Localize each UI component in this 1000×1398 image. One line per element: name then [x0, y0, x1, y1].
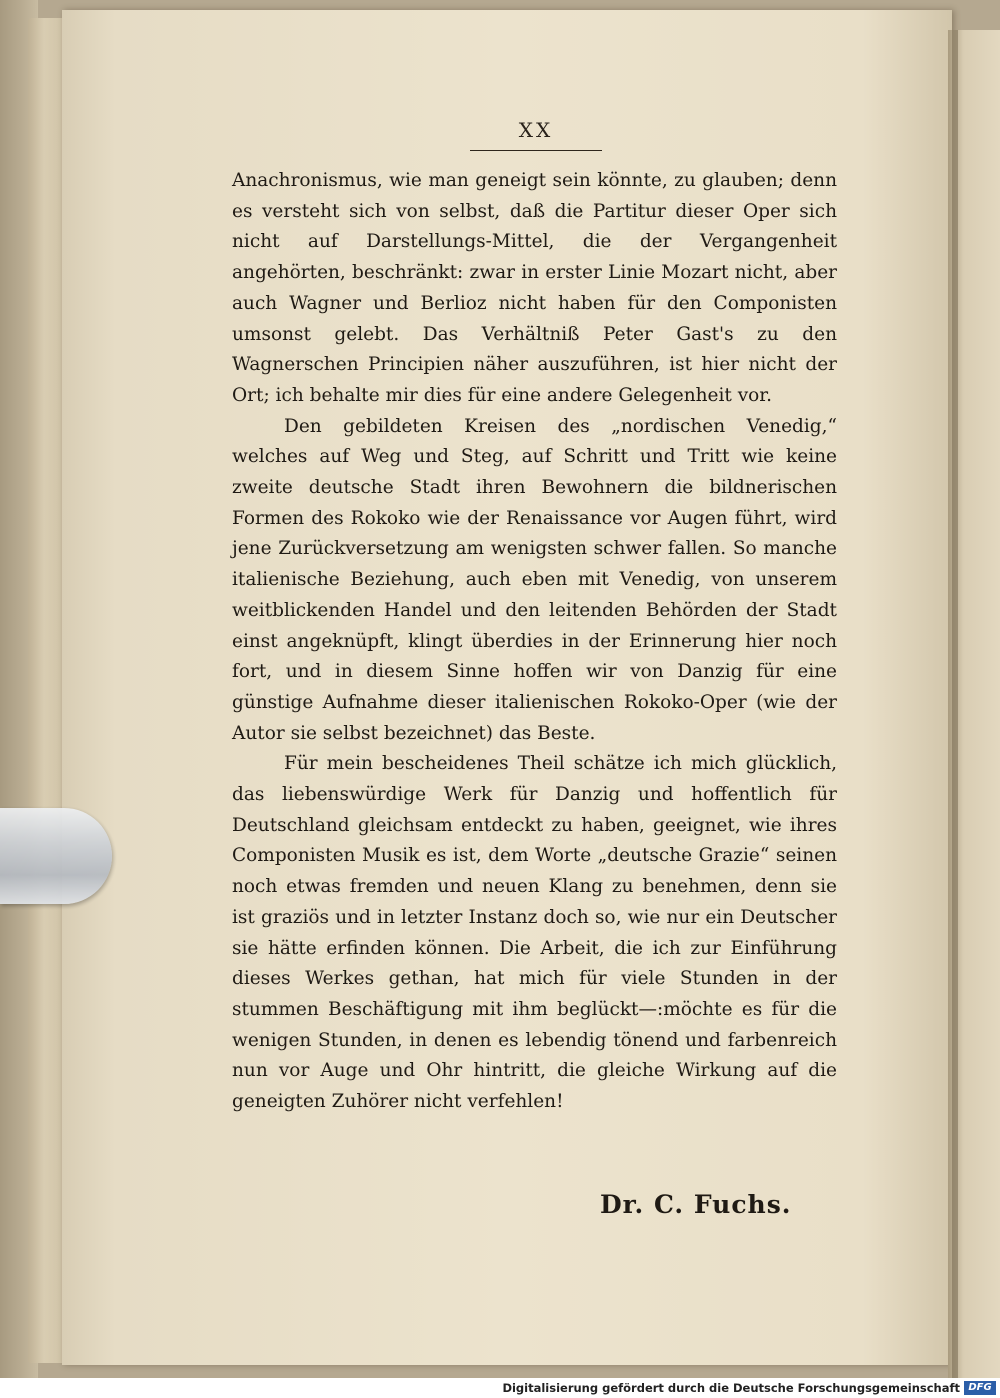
dfg-logo: DFG	[964, 1381, 996, 1395]
footer-bar	[0, 1378, 1000, 1398]
signature: Dr. C. Fuchs.	[600, 1190, 792, 1219]
paragraph-1: Anachronismus, wie man geneigt sein könnte, zu glauben; denn es versteht sich von selbst, daß die Partitur dieser Oper sich nicht auf Darstellungs-Mittel, die der Vergangenheit angehörten, beschränkt: zwar in erster Linie Mozart nicht, aber auch Wagner und Berlioz nicht haben für den Componisten umsonst gelebt. Das Verhältniß Peter Gast's zu den Wagnerschen Principien näher auszuführen, ist hier nicht der Ort; ich behalte mir dies für eine andere Gelegenheit vor.	[232, 170, 837, 406]
body-text	[232, 166, 837, 1118]
page-number: XX	[518, 118, 554, 142]
header-rule	[470, 150, 602, 151]
page-holder-clip	[0, 808, 112, 904]
funding-credit: Digitalisierung gefördert durch die Deutsche Forschungsgemeinschaft	[502, 1381, 960, 1395]
book-spine-shadow	[952, 30, 958, 1378]
paragraph-2: Den gebildeten Kreisen des „nordischen Venedig,“ welches auf Weg und Steg, auf Schritt und Tritt wie keine zweite deutsche Stadt ihren Bewohnern die bildnerischen Formen des Rokoko wie der Renaissance vor Augen führt, wird jene Zurückversetzung am wenigsten schwer fallen. So manche italienische Beziehung, auch eben mit Venedig, von unserem weitblickenden Handel und den leitenden Behörden der Stadt einst angeknüpft, klingt überdies in der Erinnerung hier noch fort, und in diesem Sinne hoffen wir von Danzig für eine günstige Aufnahme dieser italienischen Rokoko-Oper (wie der Autor sie selbst bezeichnet) das Beste.	[232, 415, 837, 744]
paragraph-3: Für mein bescheidenes Theil schätze ich mich glücklich, das liebenswürdige Werk für Danzig und hoffentlich für Deutschland gleichsam entdeckt zu haben, geeignet, wie ihres Componisten Musik es ist, dem Worte „deutsche Grazie“ seinen noch etwas fremden und neuen Klang zu benehmen, denn sie ist graziös und in letzter Instanz doch so, wie nur ein Deutscher sie hätte erfinden können. Die Arbeit, die ich zur Einführung dieses Werkes gethan, hat mich für viele Stunden in der stummen Beschäftigung mit ihm beglückt—:möchte es für die wenigen Stunden, in denen es lebendig tönend und farbenreich nun vor Auge und Ohr hintritt, die gleiche Wirkung auf die geneigten Zuhörer nicht verfehlen!	[232, 753, 837, 1113]
